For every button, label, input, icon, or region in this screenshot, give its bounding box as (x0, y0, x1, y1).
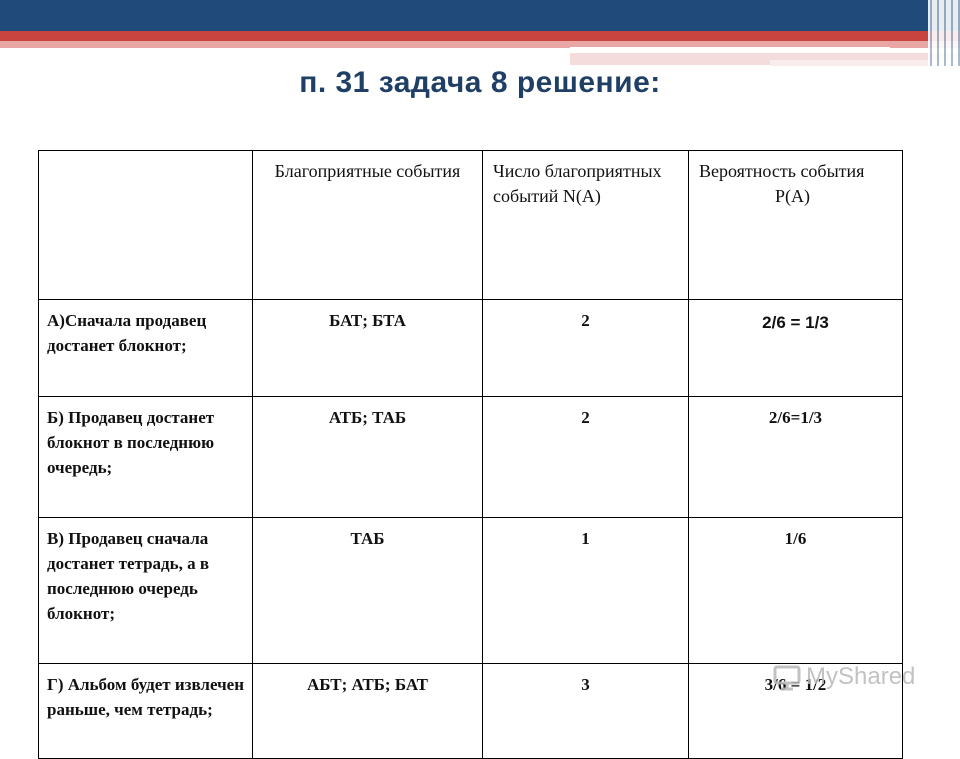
row-c-count: 1 (483, 518, 689, 664)
header-empty-cell (39, 151, 253, 300)
row-b-probability: 2/6=1/3 (689, 397, 903, 518)
watermark-text: MyShared (806, 663, 916, 690)
header-probability-line2: P(A) (775, 186, 810, 206)
myshared-watermark (772, 660, 932, 694)
row-b-count: 2 (483, 397, 689, 518)
header-probability (689, 151, 903, 300)
row-a-events: БАТ; БТА (253, 300, 483, 397)
row-b-label: Б) Продавец достанет блокнот в последнюю очередь; (39, 397, 253, 518)
slide-title: п. 31 задача 8 решение: (299, 66, 661, 99)
header-favorable-count: Число благоприятных событий N(A) (483, 151, 689, 300)
row-a-probability: 2/6 = 1/3 (689, 300, 903, 397)
banner-blue-band (0, 0, 960, 31)
banner-stripes (928, 0, 960, 66)
row-d-events: АБТ; АТБ; БАТ (253, 664, 483, 759)
row-a-count: 2 (483, 300, 689, 397)
row-a-label: А)Сначала продавец достанет блокнот; (39, 300, 253, 397)
table-row (39, 397, 903, 518)
row-d-probability: 3/6 = 1/2 (689, 664, 903, 759)
row-c-events: ТАБ (253, 518, 483, 664)
top-banner (0, 0, 960, 70)
table-header-row (39, 151, 903, 300)
header-probability-line1: Вероятность события (699, 161, 865, 181)
row-d-count: 3 (483, 664, 689, 759)
table-row (39, 300, 903, 397)
banner-red-band (0, 31, 960, 41)
header-favorable-events: Благоприятные события (253, 151, 483, 300)
row-b-events: АТБ; ТАБ (253, 397, 483, 518)
table-row (39, 518, 903, 664)
presentation-board-icon (772, 662, 802, 692)
row-c-label: В) Продавец сначала достанет тетрадь, а в последнюю очередь блокнот; (39, 518, 253, 664)
row-c-probability: 1/6 (689, 518, 903, 664)
row-d-label: Г) Альбом будет извлечен раньше, чем тетрадь; (39, 664, 253, 759)
